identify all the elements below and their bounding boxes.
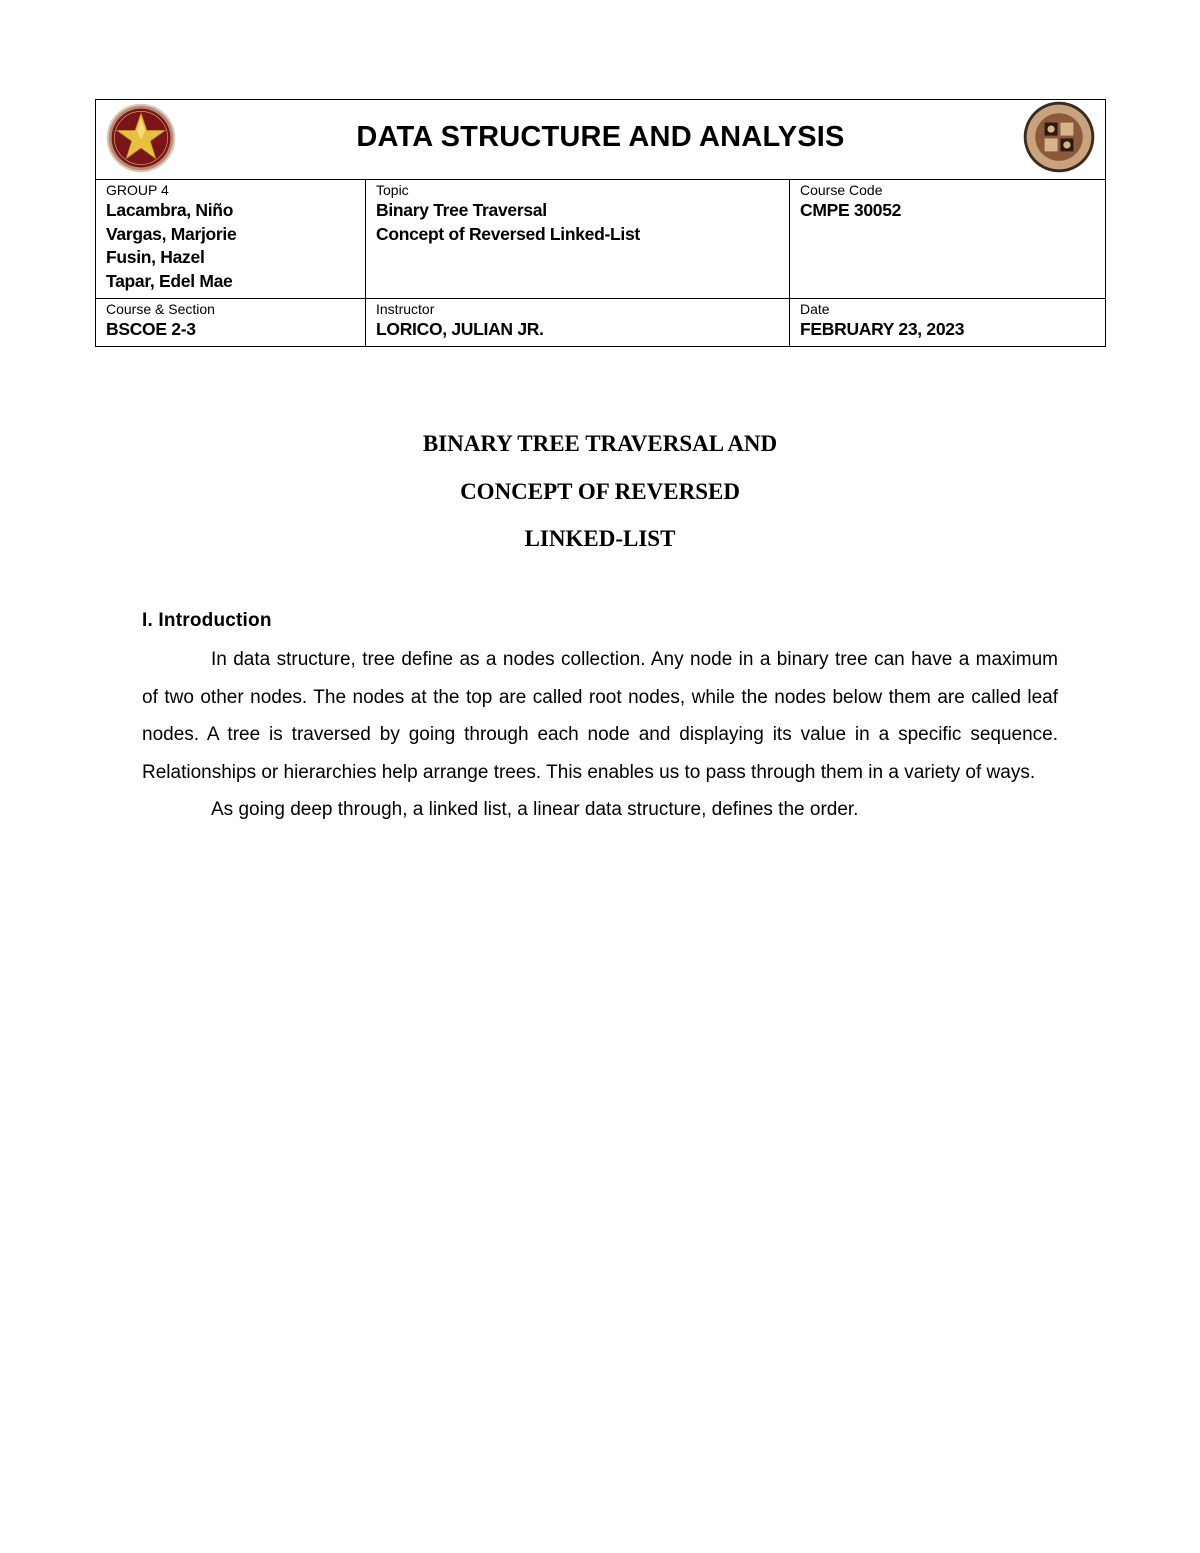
course-code-label: Course Code xyxy=(800,182,883,198)
member-name: Tapar, Edel Mae xyxy=(106,270,233,291)
topic-label: Topic xyxy=(376,182,409,198)
date-label: Date xyxy=(800,301,830,317)
course-section-cell xyxy=(96,299,366,347)
group-cell xyxy=(96,180,366,299)
main-heading-line: CONCEPT OF REVERSED xyxy=(460,478,740,504)
topic-line: Concept of Reversed Linked-List xyxy=(376,223,640,244)
topic-cell xyxy=(366,180,790,299)
course-code-cell xyxy=(790,180,1106,299)
main-heading xyxy=(0,420,1200,563)
instructor-label: Instructor xyxy=(376,301,435,317)
instructor-cell xyxy=(366,299,790,347)
group-label: GROUP 4 xyxy=(106,182,169,198)
main-heading-line: LINKED-LIST xyxy=(524,526,676,551)
course-section-label: Course & Section xyxy=(106,301,215,317)
course-code-value: CMPE 30052 xyxy=(800,200,902,220)
member-name: Vargas, Marjorie xyxy=(106,223,237,244)
member-name: Lacambra, Niño xyxy=(106,200,234,220)
topic-value xyxy=(376,199,789,246)
main-heading-line: BINARY TREE TRAVERSAL AND xyxy=(422,431,778,456)
paragraph: As going deep through, a linked list, a linear data structure, defines the order. xyxy=(211,799,859,820)
college-seal-icon xyxy=(1023,101,1095,173)
date-value: FEBRUARY 23, 2023 xyxy=(800,319,965,339)
group-members xyxy=(106,199,365,293)
member-name: Fusin, Hazel xyxy=(106,247,205,267)
course-section-value: BSCOE 2-3 xyxy=(106,319,196,339)
date-cell xyxy=(790,299,1106,347)
topic-line: Binary Tree Traversal xyxy=(376,200,547,220)
document-title: DATA STRUCTURE AND ANALYSIS xyxy=(356,121,845,153)
paragraph: In data structure, tree define as a nodes collection. Any node in a binary tree can have a maximum of two other nodes. The nodes at the top are called root nodes, while the nodes below them are called leaf nodes. A tree is traversed by going through each node and displaying its value in a specific sequence. Relationships or hierarchies help arrange trees. This enables us to pass through them in a variety of ways. xyxy=(142,649,1058,783)
header-table xyxy=(95,99,1106,347)
introduction-body xyxy=(142,641,1058,829)
section-heading-introduction: I. Introduction xyxy=(142,610,272,631)
title-cell xyxy=(96,100,1106,180)
instructor-value: LORICO, JULIAN JR. xyxy=(376,319,544,339)
